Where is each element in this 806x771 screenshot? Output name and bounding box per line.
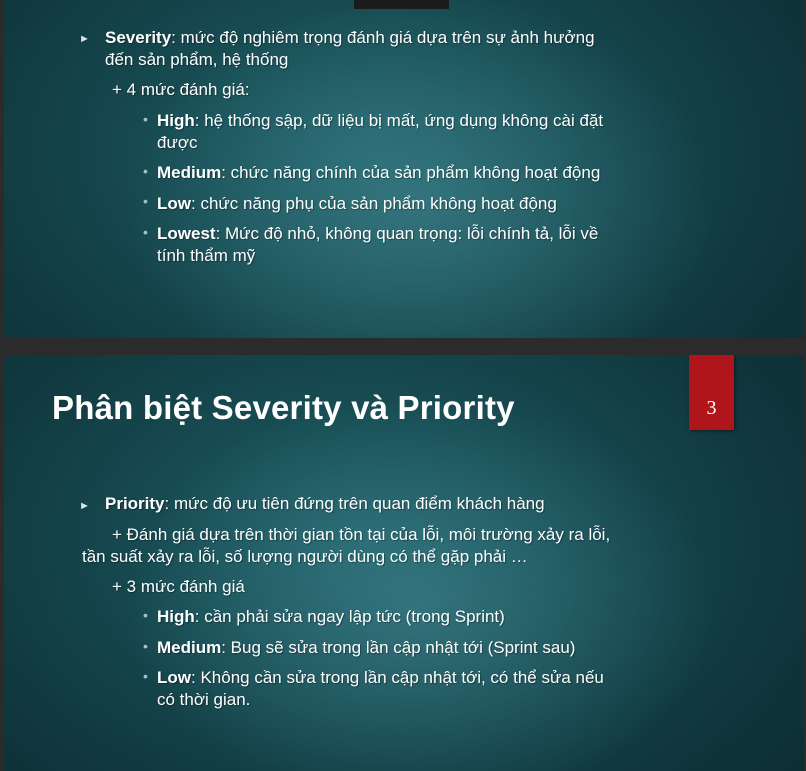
slide-number-badge: [689, 355, 734, 430]
severity-level-medium: [157, 162, 600, 184]
dot-bullet-icon: •: [143, 638, 148, 654]
priority-definition: [105, 493, 545, 515]
level-text: : chức năng phụ của sản phẩm không hoạt động: [191, 194, 557, 213]
severity-level-low: [157, 193, 557, 215]
priority-level-high: [157, 606, 505, 628]
priority-definition-text: : mức độ ưu tiên đứng trên quan điểm khách hàng: [164, 494, 545, 513]
slide-top-tab: [354, 0, 449, 9]
severity-level-high-cont: được: [157, 133, 198, 152]
dot-bullet-icon: •: [143, 193, 148, 209]
dot-bullet-icon: •: [143, 163, 148, 179]
priority-basis: + Đánh giá dựa trên thời gian tồn tại của lỗi, môi trường xảy ra lỗi,: [112, 525, 611, 544]
priority-basis-cont: tần suất xảy ra lỗi, số lượng người dùng có thể gặp phải …: [82, 547, 528, 566]
severity-level-high: [157, 110, 603, 132]
severity-level-lowest: [157, 223, 598, 245]
priority-level-low: [157, 667, 604, 689]
priority-level-medium: [157, 637, 575, 659]
level-term: Low: [157, 668, 191, 687]
priority-level-low-cont: có thời gian.: [157, 690, 251, 709]
slide-title: Phân biệt Severity và Priority: [52, 389, 515, 426]
level-text: : hệ thống sập, dữ liệu bị mất, ứng dụng không cài đặt: [194, 111, 604, 130]
level-text: : Mức độ nhỏ, không quan trọng: lỗi chính tả, lỗi về: [215, 224, 599, 243]
dot-bullet-icon: •: [143, 111, 148, 127]
level-text: : chức năng chính của sản phẩm không hoạt động: [221, 163, 601, 182]
level-text: : cần phải sửa ngay lập tức (trong Sprint): [194, 607, 505, 626]
dot-bullet-icon: •: [143, 607, 148, 623]
level-term: High: [157, 111, 195, 130]
level-term: Low: [157, 194, 191, 213]
level-term: Medium: [157, 163, 222, 182]
level-text: : Bug sẽ sửa trong lần cập nhật tới (Sprint sau): [221, 638, 576, 657]
severity-term: Severity: [105, 28, 172, 47]
level-term: Medium: [157, 638, 222, 657]
level-text: : Không cần sửa trong lần cập nhật tới, có thể sửa nếu: [191, 668, 604, 687]
level-term: Lowest: [157, 224, 216, 243]
severity-definition: [105, 27, 595, 49]
severity-levels-intro: + 4 mức đánh giá:: [112, 80, 250, 99]
level-term: High: [157, 607, 195, 626]
severity-definition-cont: đến sản phẩm, hệ thống: [105, 50, 289, 69]
dot-bullet-icon: •: [143, 224, 148, 240]
dot-bullet-icon: •: [143, 668, 148, 684]
priority-levels-intro: + 3 mức đánh giá: [112, 577, 245, 596]
priority-term: Priority: [105, 494, 165, 513]
slide-number: 3: [706, 397, 717, 419]
arrow-bullet-icon: ►: [79, 500, 90, 512]
arrow-bullet-icon: ►: [79, 33, 90, 45]
severity-definition-text: : mức độ nghiêm trọng đánh giá dựa trên sự ảnh hưởng: [171, 28, 595, 47]
severity-level-lowest-cont: tính thẩm mỹ: [157, 246, 256, 265]
slide-severity: [4, 0, 804, 338]
slide-severity-vs-priority: [4, 355, 804, 771]
